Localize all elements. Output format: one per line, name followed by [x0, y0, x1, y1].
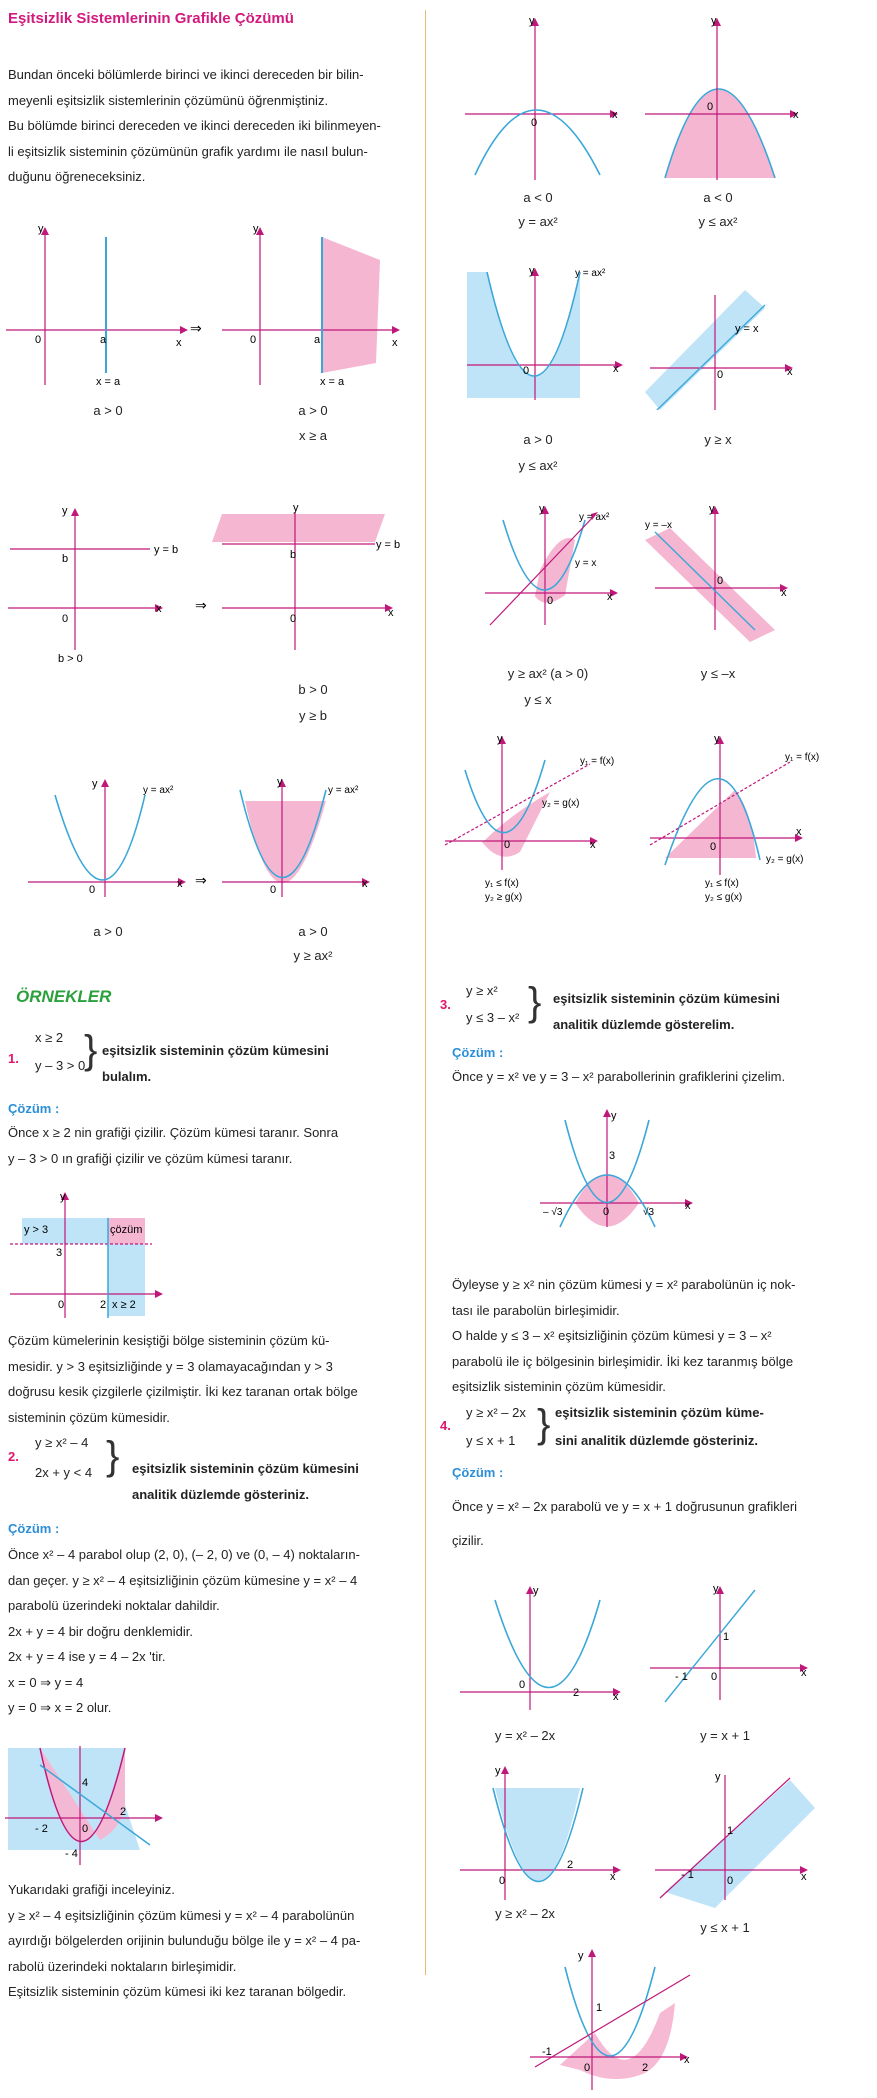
caption: a > 0 — [523, 432, 553, 447]
solution-line: Önce y = x² – 2x parabolü ve y = x + 1 doğrusunun grafikleri — [452, 1499, 798, 1514]
solution-label: Çözüm : — [8, 1101, 60, 1116]
svg-text:x = a: x = a — [96, 376, 121, 388]
caption: a > 0 — [298, 403, 328, 418]
solution-line: y – 3 > 0 ın grafiği çizilir ve çözüm kümesi taranır. — [8, 1151, 293, 1166]
graph-parabola-up-filled — [222, 776, 370, 897]
graph-y-ge-b — [212, 502, 400, 650]
svg-text:y₁ ≤ f(x): y₁ ≤ f(x) — [485, 878, 519, 889]
graph-f-g-1 — [445, 733, 614, 903]
svg-text:y = b: y = b — [376, 539, 401, 551]
svg-text:-1: -1 — [542, 2046, 552, 2058]
svg-text:- 1: - 1 — [681, 1869, 694, 1881]
example-number: 2. — [8, 1449, 19, 1464]
svg-text:1: 1 — [596, 2002, 603, 2014]
question-line: analitik düzlemde gösterelim. — [553, 1017, 735, 1032]
caption: a < 0 — [703, 190, 733, 205]
caption: y = x² – 2x — [494, 1728, 556, 1743]
paragraph-line: sisteminin çözüm kümesidir. — [8, 1409, 170, 1425]
question-line: eşitsizlik sisteminin çözüm küme- — [555, 1405, 764, 1420]
graph-y-le-negx — [645, 503, 788, 642]
intro-line: duğunu öğreneceksiniz. — [8, 169, 146, 184]
system-line: y ≥ x² — [466, 983, 498, 998]
svg-text:x = a: x = a — [320, 376, 345, 388]
graph-row-r2 — [445, 260, 845, 410]
svg-text:2: 2 — [642, 2062, 649, 2074]
svg-text:a: a — [100, 334, 107, 346]
svg-text:y > 3: y > 3 — [24, 1224, 49, 1236]
system-line: y ≤ 3 – x² — [466, 1010, 520, 1025]
graph-parabola-down — [465, 15, 618, 180]
svg-text:y: y — [709, 503, 715, 515]
graph-ex4-final — [520, 1945, 700, 2095]
svg-text:x: x — [793, 109, 799, 121]
solution-line: x = 0 ⇒ y = 4 — [8, 1674, 84, 1690]
solution-line: Önce x² – 4 parabol olup (2, 0), (– 2, 0) ve (0, – 4) noktaların- — [8, 1547, 360, 1562]
graph-y-eq-x-plus-1 — [650, 1583, 808, 1702]
paragraph-line: mesidir. y > 3 eşitsizliğinde y = 3 olamayacağından y > 3 — [8, 1358, 333, 1374]
graph-row-x-eq-a — [0, 215, 420, 395]
svg-text:0: 0 — [707, 101, 714, 113]
solution-line: Önce x ≥ 2 nin grafiği çizilir. Çözüm kümesi taranır. Sonra — [8, 1125, 339, 1140]
svg-text:y₁ = f(x): y₁ = f(x) — [785, 752, 820, 763]
caption: y = x + 1 — [700, 1728, 750, 1743]
brace: } — [528, 980, 542, 1024]
svg-text:y = ax²: y = ax² — [575, 268, 606, 279]
svg-text:x: x — [613, 363, 619, 375]
svg-text:4: 4 — [82, 1777, 89, 1789]
paragraph-line: rabolü üzerindeki noktaların birleşimidir. — [8, 1958, 237, 1974]
intro-line: Bu bölümde birinci dereceden ve ikinci dereceden iki bilinmeyen- — [8, 118, 381, 133]
svg-text:çözüm: çözüm — [110, 1224, 143, 1236]
svg-text:0: 0 — [270, 884, 277, 896]
svg-text:x: x — [176, 337, 182, 349]
example-number: 1. — [8, 1051, 19, 1066]
intro-paragraph — [8, 62, 413, 190]
svg-text:x: x — [801, 1871, 807, 1883]
svg-text:y₂ = g(x): y₂ = g(x) — [542, 798, 580, 809]
svg-text:- 2: - 2 — [35, 1823, 48, 1835]
caption: y ≤ x + 1 — [700, 1920, 750, 1935]
system-line: y ≤ x + 1 — [466, 1433, 516, 1448]
svg-text:0: 0 — [523, 365, 530, 377]
paragraph-line: y ≥ x² – 4 eşitsizliğinin çözüm kümesi y = x² – 4 parabolünün — [8, 1907, 355, 1923]
graph-y-eq-b — [8, 505, 178, 665]
solution-line: y = 0 ⇒ x = 2 olur. — [8, 1700, 112, 1715]
svg-text:0: 0 — [58, 1299, 65, 1311]
svg-text:x: x — [362, 878, 368, 890]
graph-y-ge-ax2-y-le-x — [485, 503, 618, 625]
caption: y ≤ ax² — [698, 214, 738, 229]
caption: a < 0 — [523, 190, 553, 205]
svg-text:y = x: y = x — [575, 558, 597, 569]
svg-text:y: y — [495, 1765, 501, 1777]
graph-y-eq-x2-2x — [460, 1585, 621, 1710]
caption: a > 0 — [298, 924, 328, 939]
svg-text:y: y — [711, 15, 717, 27]
svg-text:0: 0 — [727, 1875, 734, 1887]
svg-text:y: y — [578, 1950, 584, 1962]
svg-text:y = ax²: y = ax² — [143, 785, 174, 796]
svg-text:y: y — [60, 1191, 66, 1203]
svg-text:0: 0 — [62, 613, 69, 625]
solution-line: parabolü üzerindeki noktalar dahildir. — [8, 1598, 220, 1613]
svg-text:x: x — [787, 366, 793, 378]
svg-text:1: 1 — [723, 1631, 730, 1643]
caption: y ≤ ax² — [518, 458, 558, 473]
svg-text:x: x — [781, 587, 787, 599]
svg-text:x: x — [684, 2054, 690, 2066]
caption: y ≥ b — [298, 708, 328, 723]
svg-text:b > 0: b > 0 — [58, 653, 83, 665]
graph-parabola-down-filled — [645, 15, 799, 180]
paragraph-line: Çözüm kümelerinin kesiştiği bölge sisteminin çözüm kü- — [8, 1333, 330, 1348]
svg-text:x: x — [388, 607, 394, 619]
svg-text:y: y — [92, 778, 98, 790]
svg-text:0: 0 — [711, 1671, 718, 1683]
svg-text:3: 3 — [609, 1150, 616, 1162]
svg-text:x: x — [796, 826, 802, 838]
svg-text:x: x — [613, 1691, 619, 1703]
svg-text:0: 0 — [547, 595, 554, 607]
svg-text:0: 0 — [717, 369, 724, 381]
question-line: analitik düzlemde gösteriniz. — [132, 1487, 309, 1502]
solution-label: Çözüm : — [8, 1521, 60, 1536]
svg-text:y: y — [497, 733, 503, 745]
question-line: eşitsizlik sisteminin çözüm kümesini — [132, 1461, 359, 1476]
paragraph-line: parabolü ile iç bölgesinin birleşimidir. İki kez taranmış bölge — [452, 1353, 794, 1369]
svg-text:y: y — [38, 223, 44, 235]
svg-text:0: 0 — [603, 1206, 610, 1218]
brace: } — [537, 1402, 551, 1446]
paragraph-line: Öyleyse y ≥ x² nin çözüm kümesi y = x² parabolünün iç nok- — [452, 1277, 796, 1292]
svg-text:y₂ = g(x): y₂ = g(x) — [766, 854, 804, 865]
solution-line: Önce y = x² ve y = 3 – x² parabollerinin grafiklerini çizelim. — [452, 1069, 786, 1084]
svg-text:y: y — [715, 1771, 721, 1783]
svg-text:0: 0 — [35, 334, 42, 346]
system-line: y – 3 > 0 — [35, 1058, 86, 1073]
graph-parabola-up — [28, 778, 186, 897]
paragraph-line: ayırdığı bölgelerden orijinin bulunduğu bölge ile y = x² – 4 pa- — [8, 1933, 361, 1948]
svg-text:2: 2 — [567, 1859, 574, 1871]
svg-text:y = –x: y = –x — [645, 520, 672, 531]
paragraph-line: O halde y ≤ 3 – x² eşitsizliğinin çözüm kümesi y = 3 – x² — [452, 1328, 772, 1343]
svg-text:x: x — [156, 603, 162, 615]
svg-text:x: x — [177, 878, 183, 890]
paragraph-line: tası ile parabolün birleşimidir. — [452, 1302, 620, 1318]
svg-text:y: y — [529, 265, 535, 277]
system-line: x ≥ 2 — [35, 1030, 64, 1045]
system-line: 2x + y < 4 — [35, 1465, 93, 1480]
svg-text:0: 0 — [531, 117, 538, 129]
question-line: eşitsizlik sisteminin çözüm kümesini — [102, 1043, 329, 1058]
example-number: 3. — [440, 997, 451, 1012]
caption: a > 0 — [93, 403, 123, 418]
example-number: 4. — [440, 1418, 451, 1433]
caption: y ≤ –x — [700, 666, 736, 681]
intro-line: Bundan önceki bölümlerde birinci ve ikinci dereceden bir bilin- — [8, 67, 364, 82]
svg-text:y: y — [533, 1585, 539, 1597]
svg-text:3: 3 — [56, 1247, 63, 1259]
ex3-paragraph — [452, 1272, 862, 1400]
solution-line: 2x + y = 4 bir doğru denklemidir. — [8, 1623, 193, 1639]
paragraph-line: Eşitsizlik sisteminin çözüm kümesi iki kez taranan bölgedir. — [8, 1984, 347, 1999]
caption: y ≤ x — [524, 692, 552, 707]
intro-line: meyenli eşitsizlik sistemlerinin çözümünü öğrenmiştiniz. — [8, 92, 329, 108]
graph-y-le-x-plus-1 — [655, 1771, 815, 1908]
implies-arrow: ⇒ — [190, 320, 202, 336]
graph-row-ex4a — [455, 1580, 855, 1710]
graph-x-ge-a — [222, 223, 400, 388]
svg-text:y: y — [277, 776, 283, 788]
svg-text:x: x — [607, 591, 613, 603]
question-line: bulalım. — [102, 1069, 152, 1084]
ex2-solution — [8, 1542, 413, 1721]
svg-text:0: 0 — [584, 2062, 591, 2074]
solution-line: çizilir. — [452, 1533, 484, 1548]
graph-y-ge-x — [645, 290, 793, 410]
column-divider — [425, 10, 426, 1975]
graph-f-g-2 — [650, 733, 819, 903]
svg-text:2: 2 — [573, 1687, 580, 1699]
question-line: sini analitik düzlemde gösteriniz. — [555, 1433, 758, 1448]
svg-text:0: 0 — [519, 1679, 526, 1691]
svg-text:0: 0 — [499, 1875, 506, 1887]
graph-ex3 — [535, 1105, 705, 1230]
svg-text:2: 2 — [120, 1806, 127, 1818]
caption: b > 0 — [298, 682, 328, 697]
svg-text:a: a — [314, 334, 321, 346]
solution-line: dan geçer. y ≥ x² – 4 eşitsizliğinin çözüm kümesine y = x² – 4 — [8, 1572, 358, 1588]
svg-text:x: x — [610, 1871, 616, 1883]
svg-text:y = x: y = x — [735, 323, 759, 335]
solution-line: 2x + y = 4 ise y = 4 – 2x 'tir. — [8, 1649, 166, 1664]
caption: y ≥ x — [704, 432, 732, 447]
svg-text:0: 0 — [89, 884, 96, 896]
caption: x ≥ a — [298, 428, 328, 443]
svg-text:y = ax²: y = ax² — [328, 785, 359, 796]
svg-text:b: b — [290, 549, 297, 561]
graph-ex2 — [0, 1740, 170, 1870]
svg-text:y = b: y = b — [154, 544, 179, 556]
svg-text:y: y — [62, 505, 68, 517]
svg-text:y₁ ≤ f(x): y₁ ≤ f(x) — [705, 878, 739, 889]
svg-text:0: 0 — [290, 613, 297, 625]
svg-text:y₂ ≥ g(x): y₂ ≥ g(x) — [485, 892, 523, 903]
svg-text:- 1: - 1 — [675, 1671, 688, 1683]
svg-text:x: x — [392, 337, 398, 349]
svg-text:b: b — [62, 553, 69, 565]
brace: } — [106, 1434, 120, 1478]
svg-text:√3: √3 — [643, 1207, 655, 1218]
question-line: eşitsizlik sisteminin çözüm kümesini — [553, 991, 780, 1006]
intro-line: li eşitsizlik sisteminin çözümünün grafik yardımı ile nasıl bulun- — [8, 143, 368, 159]
graph-row-r3 — [445, 500, 845, 650]
svg-text:y = ax²: y = ax² — [579, 512, 610, 523]
graph-row-r1 — [445, 10, 845, 180]
graph-ex1 — [0, 1190, 170, 1320]
graph-row-parabola — [0, 775, 420, 900]
caption: y ≥ ax² — [293, 948, 333, 963]
solution-label: Çözüm : — [452, 1045, 504, 1060]
svg-text:- 4: - 4 — [65, 1848, 78, 1860]
svg-text:y: y — [539, 503, 545, 515]
svg-text:1: 1 — [727, 1825, 734, 1837]
implies-arrow: ⇒ — [195, 597, 207, 613]
svg-text:y₁ = f(x): y₁ = f(x) — [580, 756, 615, 767]
ex2-paragraph — [8, 1877, 413, 2005]
svg-text:x: x — [685, 1200, 691, 1212]
graph-row-y-eq-b — [0, 500, 420, 670]
implies-arrow: ⇒ — [195, 872, 207, 888]
graph-y-ge-x2-2x — [460, 1765, 621, 1900]
svg-text:x: x — [590, 839, 596, 851]
svg-text:y₂ ≤ g(x): y₂ ≤ g(x) — [705, 892, 743, 903]
caption: a > 0 — [93, 924, 123, 939]
svg-text:– √3: – √3 — [543, 1207, 563, 1218]
system-line: y ≥ x² – 2x — [466, 1405, 526, 1420]
graph-row-ex4b — [455, 1760, 855, 1910]
ex1-paragraph — [8, 1328, 413, 1430]
svg-text:0: 0 — [504, 839, 511, 851]
graph-row-r4 — [440, 730, 860, 910]
svg-text:0: 0 — [710, 841, 717, 853]
examples-heading: ÖRNEKLER — [16, 987, 112, 1006]
svg-text:0: 0 — [717, 575, 724, 587]
system-line: y ≥ x² – 4 — [35, 1435, 89, 1450]
svg-text:y: y — [611, 1110, 617, 1122]
svg-text:x ≥ 2: x ≥ 2 — [112, 1299, 136, 1311]
caption: y ≥ x² – 2x — [495, 1906, 555, 1921]
svg-text:y: y — [529, 15, 535, 27]
graph-x-eq-a — [6, 223, 188, 388]
svg-text:x: x — [801, 1667, 807, 1679]
solution-label: Çözüm : — [452, 1465, 504, 1480]
paragraph-line: Yukarıdaki grafiği inceleyiniz. — [8, 1882, 175, 1897]
svg-text:0: 0 — [250, 334, 257, 346]
svg-text:y: y — [713, 1583, 719, 1595]
paragraph-line: eşitsizlik sisteminin çözüm kümesidir. — [452, 1379, 666, 1394]
caption: y ≥ ax² (a > 0) — [507, 666, 589, 681]
page-title: Eşitsizlik Sistemlerinin Grafikle Çözümü — [8, 10, 294, 27]
svg-text:x: x — [612, 109, 618, 121]
svg-text:y: y — [714, 733, 720, 745]
caption: y = ax² — [518, 214, 558, 229]
svg-text:y: y — [253, 223, 259, 235]
paragraph-line: doğrusu kesik çizgilerle çizilmiştir. İki kez taranan ortak bölge — [8, 1384, 358, 1399]
graph-y-le-ax2 — [467, 265, 623, 400]
svg-text:2: 2 — [100, 1299, 107, 1311]
svg-text:y: y — [293, 502, 299, 514]
brace: } — [84, 1028, 98, 1072]
svg-text:0: 0 — [82, 1823, 89, 1835]
